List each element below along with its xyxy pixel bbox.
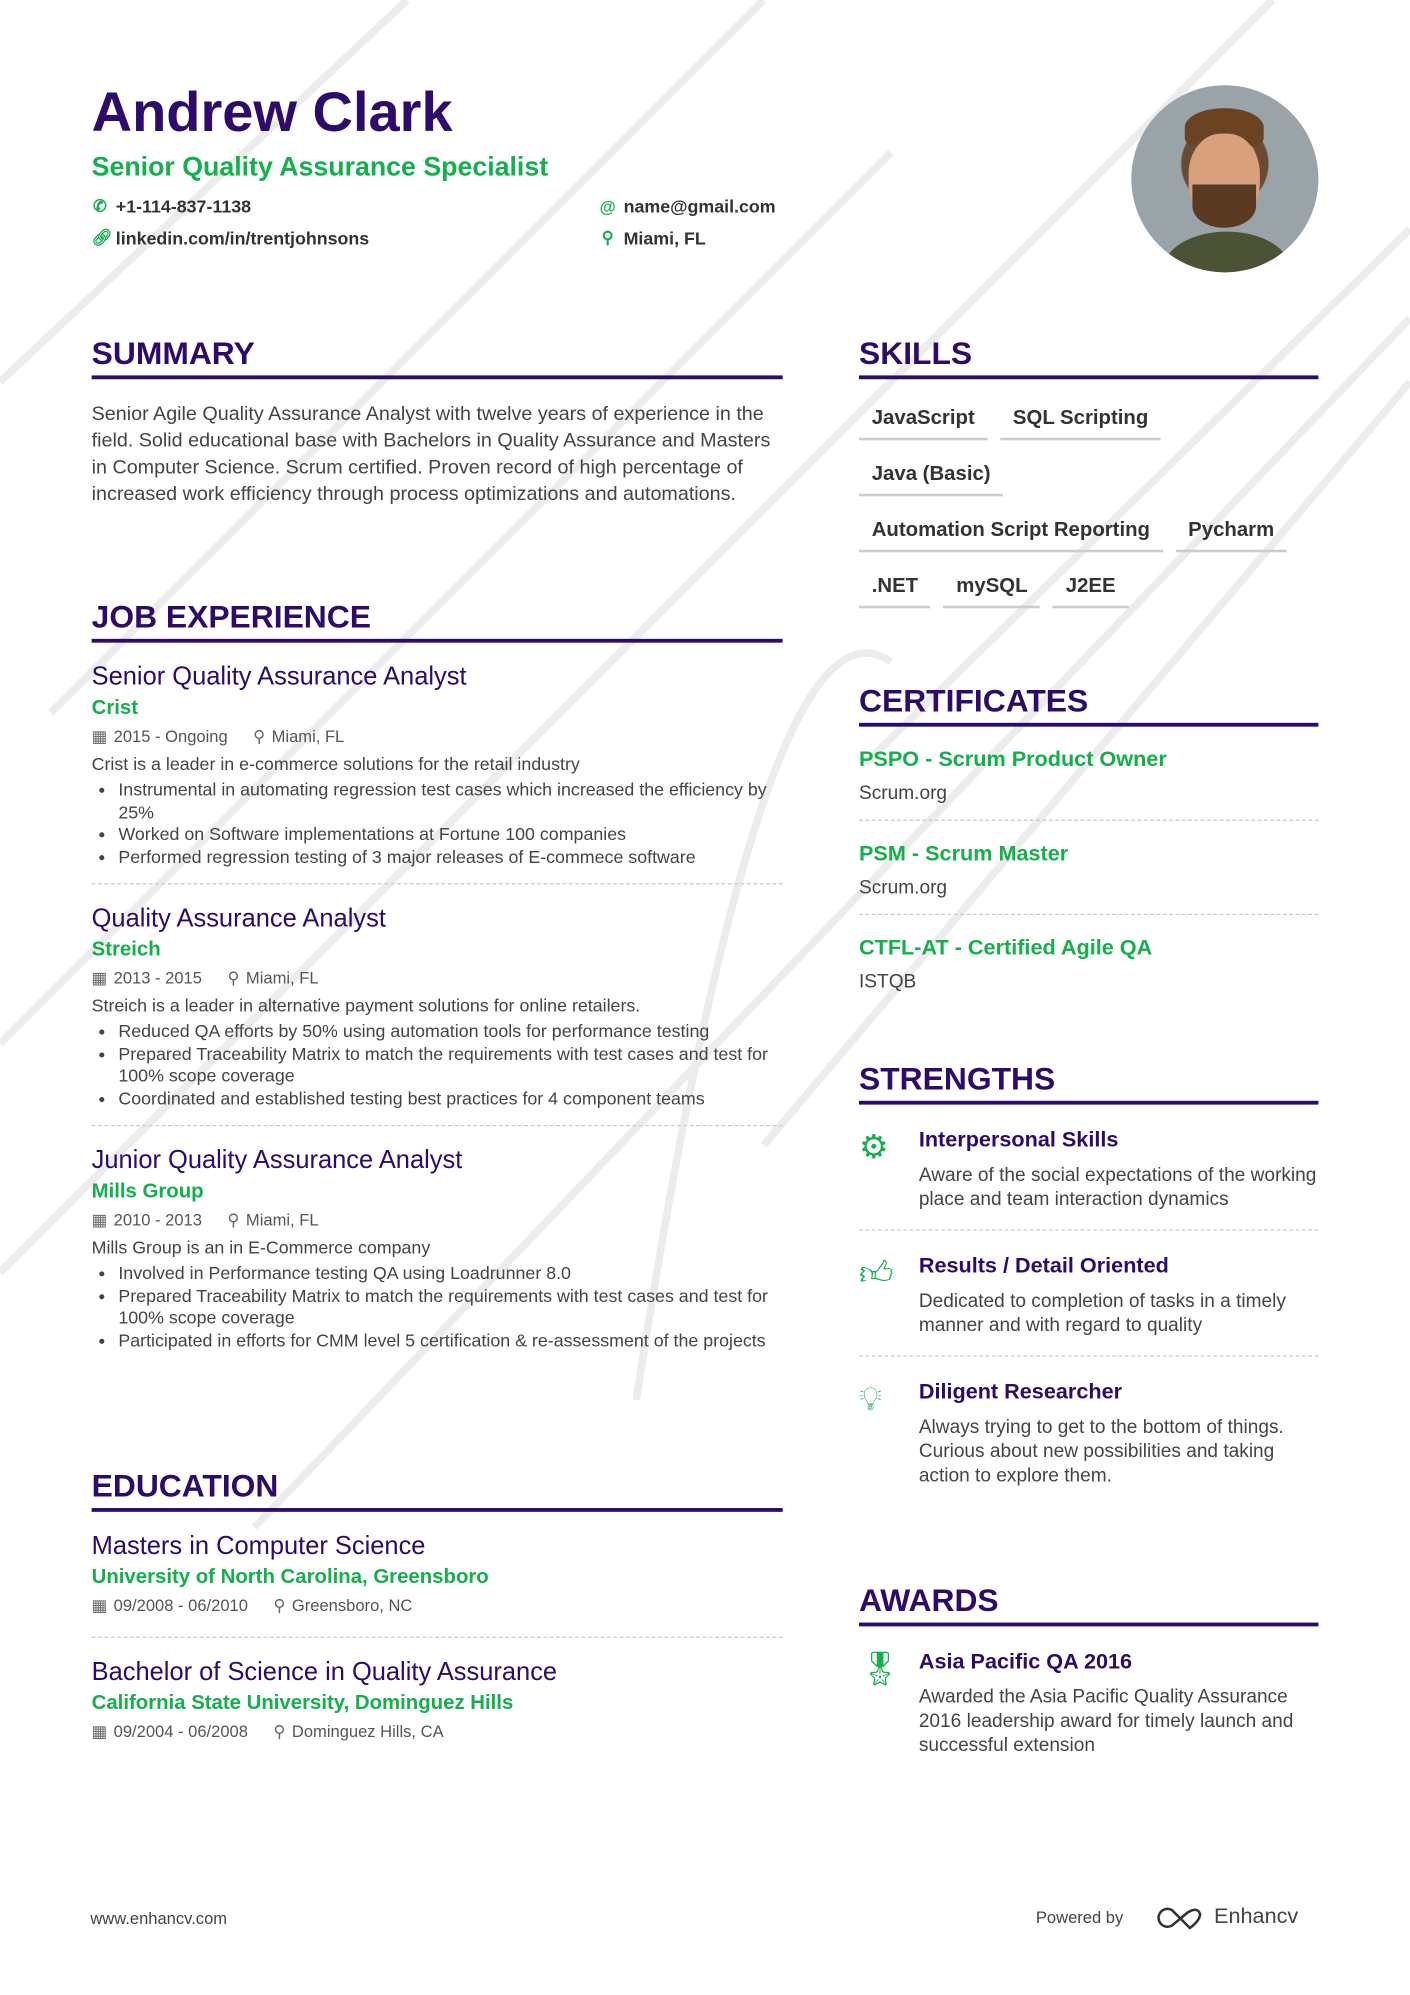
strengths-description: Always trying to get to the bottom of things. Curious about new possibilities and taking action to explore them. — [918, 1416, 1284, 1487]
skill-row — [859, 519, 1318, 575]
strengths-description: Aware of the social expectations of the working place and team interaction dynamics — [918, 1164, 1317, 1211]
education-section — [92, 1469, 783, 1763]
email-text[interactable]: name@gmail.com — [623, 195, 776, 217]
location-text: Miami, FL — [623, 227, 706, 249]
awards-section — [859, 1583, 1318, 1775]
enhancv-logo-icon — [1154, 1905, 1205, 1930]
skill-row — [859, 463, 1318, 519]
enhancv-brand[interactable]: Enhancv — [1214, 1903, 1299, 1928]
job-dates — [92, 727, 228, 747]
summary-text: Senior Agile Quality Assurance Analyst with twelve years of experience in the field. Solid educational base with Bachelors in Quality Assurance and Masters in Computer Science. Scrum certified. Proven record of high percentage of increased work efficiency through process optimizations and automations. — [91, 403, 771, 506]
job-bullets — [92, 779, 783, 868]
certificate-issuer: Scrum.org — [859, 782, 948, 805]
education-entry — [92, 1512, 783, 1638]
bullet-item: • Instrumental in automating regression test cases which increased the efficiency by 25% — [118, 779, 782, 824]
bullet-item: • Reduced QA efforts by 50% using automation tools for performance testing — [118, 1021, 782, 1043]
section-title: AWARDS — [859, 1583, 1318, 1626]
school: California State University, Dominguez Hills — [91, 1692, 514, 1715]
section-title: EDUCATION — [92, 1469, 783, 1512]
skill-tag: JavaScript — [859, 407, 987, 440]
bullet-item: • Prepared Traceability Matrix to match the requirements with test cases and test for 100% scope coverage — [118, 1285, 782, 1330]
dates-text: 09/2004 - 06/2008 — [113, 1721, 248, 1741]
certificates-section — [859, 683, 1318, 1008]
lightbulb-icon: 💡︎ — [859, 1379, 883, 1418]
email[interactable] — [599, 196, 775, 216]
company-name: Streich — [91, 939, 161, 961]
certificate-issuer: ISTQB — [859, 970, 917, 993]
calendar-icon: ▦ — [91, 1210, 108, 1230]
certificate-title: CTFL-AT - Certified Agile QA — [859, 935, 1153, 960]
section-title: SUMMARY — [92, 336, 783, 379]
thumbs-up-icon: 👍︎ — [859, 1253, 894, 1292]
job-dates — [92, 968, 202, 988]
awards-title: Asia Pacific QA 2016 — [918, 1649, 1133, 1674]
job-dates — [92, 1210, 202, 1230]
bullet-item: • Prepared Traceability Matrix to match the requirements with test cases and test for 100% scope coverage — [118, 1043, 782, 1088]
company-name: Crist — [91, 697, 139, 720]
bullet-item: • Participated in efforts for CMM level 5 certification & re-assessment of the projects — [118, 1329, 782, 1351]
certificate-title: PSM - Scrum Master — [859, 841, 1069, 866]
degree: Masters in Computer Science — [91, 1532, 426, 1561]
location-pin-icon: ⚲ — [227, 1210, 240, 1230]
location-text: Dominguez Hills, CA — [291, 1721, 444, 1741]
powered-by: Powered by — [1035, 1907, 1124, 1927]
edu-location — [273, 1596, 412, 1616]
company-description: Mills Group is an in E-Commerce company — [91, 1236, 431, 1258]
summary-section — [92, 336, 783, 508]
skill-tag: SQL Scripting — [1000, 407, 1161, 440]
dates-text: 2010 - 2013 — [113, 1210, 202, 1230]
gears-icon: ⚙ — [859, 1127, 889, 1166]
job-title: Senior Quality Assurance Analyst — [91, 663, 467, 692]
location-text: Miami, FL — [245, 1210, 319, 1230]
calendar-icon: ▦ — [91, 726, 108, 746]
company-description: Streich is a leader in alternative payment solutions for online retailers. — [91, 995, 641, 1016]
at-icon: @ — [599, 196, 616, 216]
certificate-entry — [859, 821, 1318, 915]
location-pin-icon: ⚲ — [227, 968, 240, 988]
location-text: Miami, FL — [245, 968, 319, 988]
edu-dates — [92, 1722, 248, 1742]
edu-dates — [92, 1596, 248, 1616]
award-ribbon-icon: 🎖︎ — [859, 1649, 902, 1688]
dates-text: 2013 - 2015 — [113, 968, 202, 988]
job-entry — [92, 884, 783, 1126]
skill-row — [859, 407, 1318, 463]
calendar-icon: ▦ — [91, 1595, 108, 1615]
skill-tag: Pycharm — [1175, 519, 1286, 552]
location-text: Greensboro, NC — [291, 1595, 413, 1615]
location — [599, 228, 705, 248]
strengths-entry — [859, 1105, 1318, 1231]
dates-text: 09/2008 - 06/2010 — [113, 1595, 248, 1615]
location-pin-icon: ⚲ — [601, 227, 614, 247]
section-title: SKILLS — [859, 336, 1318, 379]
skill-tag: Automation Script Reporting — [859, 519, 1163, 552]
section-title: STRENGTHS — [859, 1061, 1318, 1104]
candidate-name: Andrew Clark — [91, 81, 453, 144]
strengths-title: Diligent Researcher — [918, 1379, 1123, 1404]
phone — [92, 196, 251, 216]
job-title: Quality Assurance Analyst — [91, 904, 386, 933]
edu-location — [273, 1722, 443, 1742]
bullet-item: • Worked on Software implementations at Fortune 100 companies — [118, 823, 782, 845]
phone-text: +1-114-837-1138 — [115, 195, 252, 217]
education-entry — [92, 1638, 783, 1763]
location-pin-icon: ⚲ — [253, 726, 266, 746]
experience-section — [92, 599, 783, 1366]
job-bullets — [92, 1262, 783, 1351]
bullet-item: • Coordinated and established testing best practices for 4 component teams — [118, 1087, 782, 1109]
linkedin[interactable] — [92, 228, 370, 248]
skill-tag: mySQL — [944, 575, 1041, 608]
calendar-icon: ▦ — [91, 968, 108, 988]
degree: Bachelor of Science in Quality Assurance — [91, 1658, 558, 1687]
strengths-section — [859, 1061, 1318, 1505]
company-name: Mills Group — [91, 1180, 204, 1203]
strengths-title: Results / Detail Oriented — [918, 1253, 1169, 1278]
skill-row — [859, 575, 1318, 631]
awards-entry — [859, 1626, 1318, 1775]
job-entry — [92, 1126, 783, 1367]
job-location — [227, 968, 318, 988]
certificate-entry — [859, 727, 1318, 821]
certificate-title: PSPO - Scrum Product Owner — [859, 747, 1167, 772]
awards-description: Awarded the Asia Pacific Quality Assurance 2016 leadership award for timely launch and successful extension — [918, 1686, 1294, 1757]
section-title: JOB EXPERIENCE — [92, 599, 783, 642]
bullet-item: • Performed regression testing of 3 major releases of E-commece software — [118, 846, 782, 868]
location-text: Miami, FL — [271, 726, 345, 746]
school: University of North Carolina, Greensboro — [91, 1566, 489, 1589]
strengths-entry — [859, 1357, 1318, 1506]
job-bullets — [92, 1021, 783, 1110]
strengths-title: Interpersonal Skills — [918, 1127, 1119, 1152]
skill-tag: Java (Basic) — [859, 463, 1003, 496]
section-title: CERTIFICATES — [859, 683, 1318, 726]
strengths-description: Dedicated to completion of tasks in a timely manner and with regard to quality — [918, 1290, 1286, 1337]
job-title: Junior Quality Assurance Analyst — [91, 1146, 463, 1175]
dates-text: 2015 - Ongoing — [113, 726, 228, 746]
job-entry — [92, 643, 783, 885]
job-location — [227, 1210, 318, 1230]
skills-section — [859, 336, 1318, 631]
footer-site[interactable]: www.enhancv.com — [90, 1908, 228, 1928]
linkedin-text[interactable]: linkedin.com/in/trentjohnsons — [115, 227, 370, 249]
calendar-icon: ▦ — [91, 1721, 108, 1741]
skill-tag: .NET — [859, 575, 931, 608]
certificate-issuer: Scrum.org — [859, 876, 948, 899]
phone-icon: ✆ — [92, 195, 107, 216]
certificate-entry — [859, 915, 1318, 1008]
job-location — [253, 727, 344, 747]
company-description: Crist is a leader in e-commerce solutions for the retail industry — [91, 753, 580, 774]
location-pin-icon: ⚲ — [273, 1595, 286, 1615]
avatar — [1131, 85, 1318, 272]
strengths-entry — [859, 1231, 1318, 1357]
bullet-item: • Involved in Performance testing QA using Loadrunner 8.0 — [118, 1262, 782, 1284]
location-pin-icon: ⚲ — [273, 1721, 286, 1741]
skill-tag: J2EE — [1053, 575, 1128, 608]
link-icon: 🔗︎ — [91, 227, 113, 247]
candidate-title: Senior Quality Assurance Specialist — [91, 152, 549, 182]
